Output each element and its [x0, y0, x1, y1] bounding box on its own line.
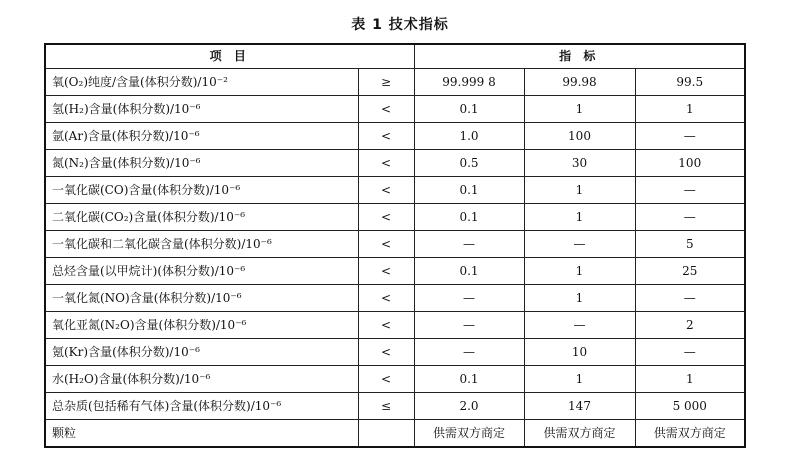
header-spec: 指 标 [414, 44, 745, 69]
row-operator: < [358, 366, 414, 393]
row-item-label: 总烃含量(以甲烷计)(体积分数)/10⁻⁶ [45, 258, 358, 285]
row-value: — [635, 177, 745, 204]
row-value: — [635, 204, 745, 231]
row-value: 1 [524, 96, 635, 123]
row-value: 5 000 [635, 393, 745, 420]
table-row [45, 231, 745, 258]
row-value: — [414, 285, 524, 312]
row-operator [358, 420, 414, 448]
row-value: 供需双方商定 [635, 420, 745, 448]
row-value: 5 [635, 231, 745, 258]
row-value: 0.1 [414, 204, 524, 231]
table-row [45, 339, 745, 366]
table-row [45, 177, 745, 204]
row-operator: < [358, 150, 414, 177]
row-value: 1 [635, 96, 745, 123]
row-item-label: 水(H₂O)含量(体积分数)/10⁻⁶ [45, 366, 358, 393]
table-row [45, 96, 745, 123]
row-operator: < [358, 231, 414, 258]
row-item-label: 氮(N₂)含量(体积分数)/10⁻⁶ [45, 150, 358, 177]
row-item-label: 颗粒 [45, 420, 358, 448]
row-value: — [524, 312, 635, 339]
row-value: 0.1 [414, 177, 524, 204]
row-value: 99.999 8 [414, 69, 524, 96]
row-value: 0.1 [414, 96, 524, 123]
table-row [45, 420, 745, 448]
row-value: — [635, 123, 745, 150]
row-value: 1 [635, 366, 745, 393]
row-value: — [414, 312, 524, 339]
row-value: 10 [524, 339, 635, 366]
row-value: 100 [524, 123, 635, 150]
table-row [45, 312, 745, 339]
row-value: 1 [524, 285, 635, 312]
row-value: 2 [635, 312, 745, 339]
table-row [45, 366, 745, 393]
row-value: 供需双方商定 [524, 420, 635, 448]
row-item-label: 氩(Ar)含量(体积分数)/10⁻⁶ [45, 123, 358, 150]
table-row [45, 393, 745, 420]
row-operator: < [358, 177, 414, 204]
row-value: 99.98 [524, 69, 635, 96]
table-row [45, 123, 745, 150]
row-item-label: 氪(Kr)含量(体积分数)/10⁻⁶ [45, 339, 358, 366]
row-value: — [524, 231, 635, 258]
row-value: 100 [635, 150, 745, 177]
row-value: 30 [524, 150, 635, 177]
row-item-label: 一氧化氮(NO)含量(体积分数)/10⁻⁶ [45, 285, 358, 312]
row-value: 2.0 [414, 393, 524, 420]
row-value: 25 [635, 258, 745, 285]
row-operator: < [358, 312, 414, 339]
row-operator: ≤ [358, 393, 414, 420]
row-value: 1.0 [414, 123, 524, 150]
row-item-label: 总杂质(包括稀有气体)含量(体积分数)/10⁻⁶ [45, 393, 358, 420]
row-item-label: 氧化亚氮(N₂O)含量(体积分数)/10⁻⁶ [45, 312, 358, 339]
table-row [45, 285, 745, 312]
row-operator: < [358, 285, 414, 312]
row-value: 1 [524, 177, 635, 204]
row-item-label: 二氧化碳(CO₂)含量(体积分数)/10⁻⁶ [45, 204, 358, 231]
row-value: — [414, 231, 524, 258]
row-value: 0.1 [414, 366, 524, 393]
table-row [45, 150, 745, 177]
row-value: 供需双方商定 [414, 420, 524, 448]
row-value: 0.1 [414, 258, 524, 285]
row-item-label: 氧(O₂)纯度/含量(体积分数)/10⁻² [45, 69, 358, 96]
row-item-label: 一氧化碳和二氧化碳含量(体积分数)/10⁻⁶ [45, 231, 358, 258]
spec-table [44, 43, 746, 448]
row-value: 1 [524, 258, 635, 285]
row-value: 1 [524, 366, 635, 393]
row-value: 99.5 [635, 69, 745, 96]
row-value: 1 [524, 204, 635, 231]
row-operator: ≥ [358, 69, 414, 96]
table-title: 表 1 技术指标 [351, 17, 449, 33]
row-operator: < [358, 339, 414, 366]
row-operator: < [358, 204, 414, 231]
table-row [45, 258, 745, 285]
row-value: 147 [524, 393, 635, 420]
row-value: — [635, 339, 745, 366]
row-value: — [635, 285, 745, 312]
header-item: 项 目 [45, 44, 414, 69]
row-item-label: 一氧化碳(CO)含量(体积分数)/10⁻⁶ [45, 177, 358, 204]
row-value: 0.5 [414, 150, 524, 177]
row-operator: < [358, 123, 414, 150]
table-row [45, 69, 745, 96]
row-item-label: 氢(H₂)含量(体积分数)/10⁻⁶ [45, 96, 358, 123]
row-operator: < [358, 258, 414, 285]
row-value: — [414, 339, 524, 366]
table-row [45, 204, 745, 231]
header-row [45, 44, 745, 69]
row-operator: < [358, 96, 414, 123]
